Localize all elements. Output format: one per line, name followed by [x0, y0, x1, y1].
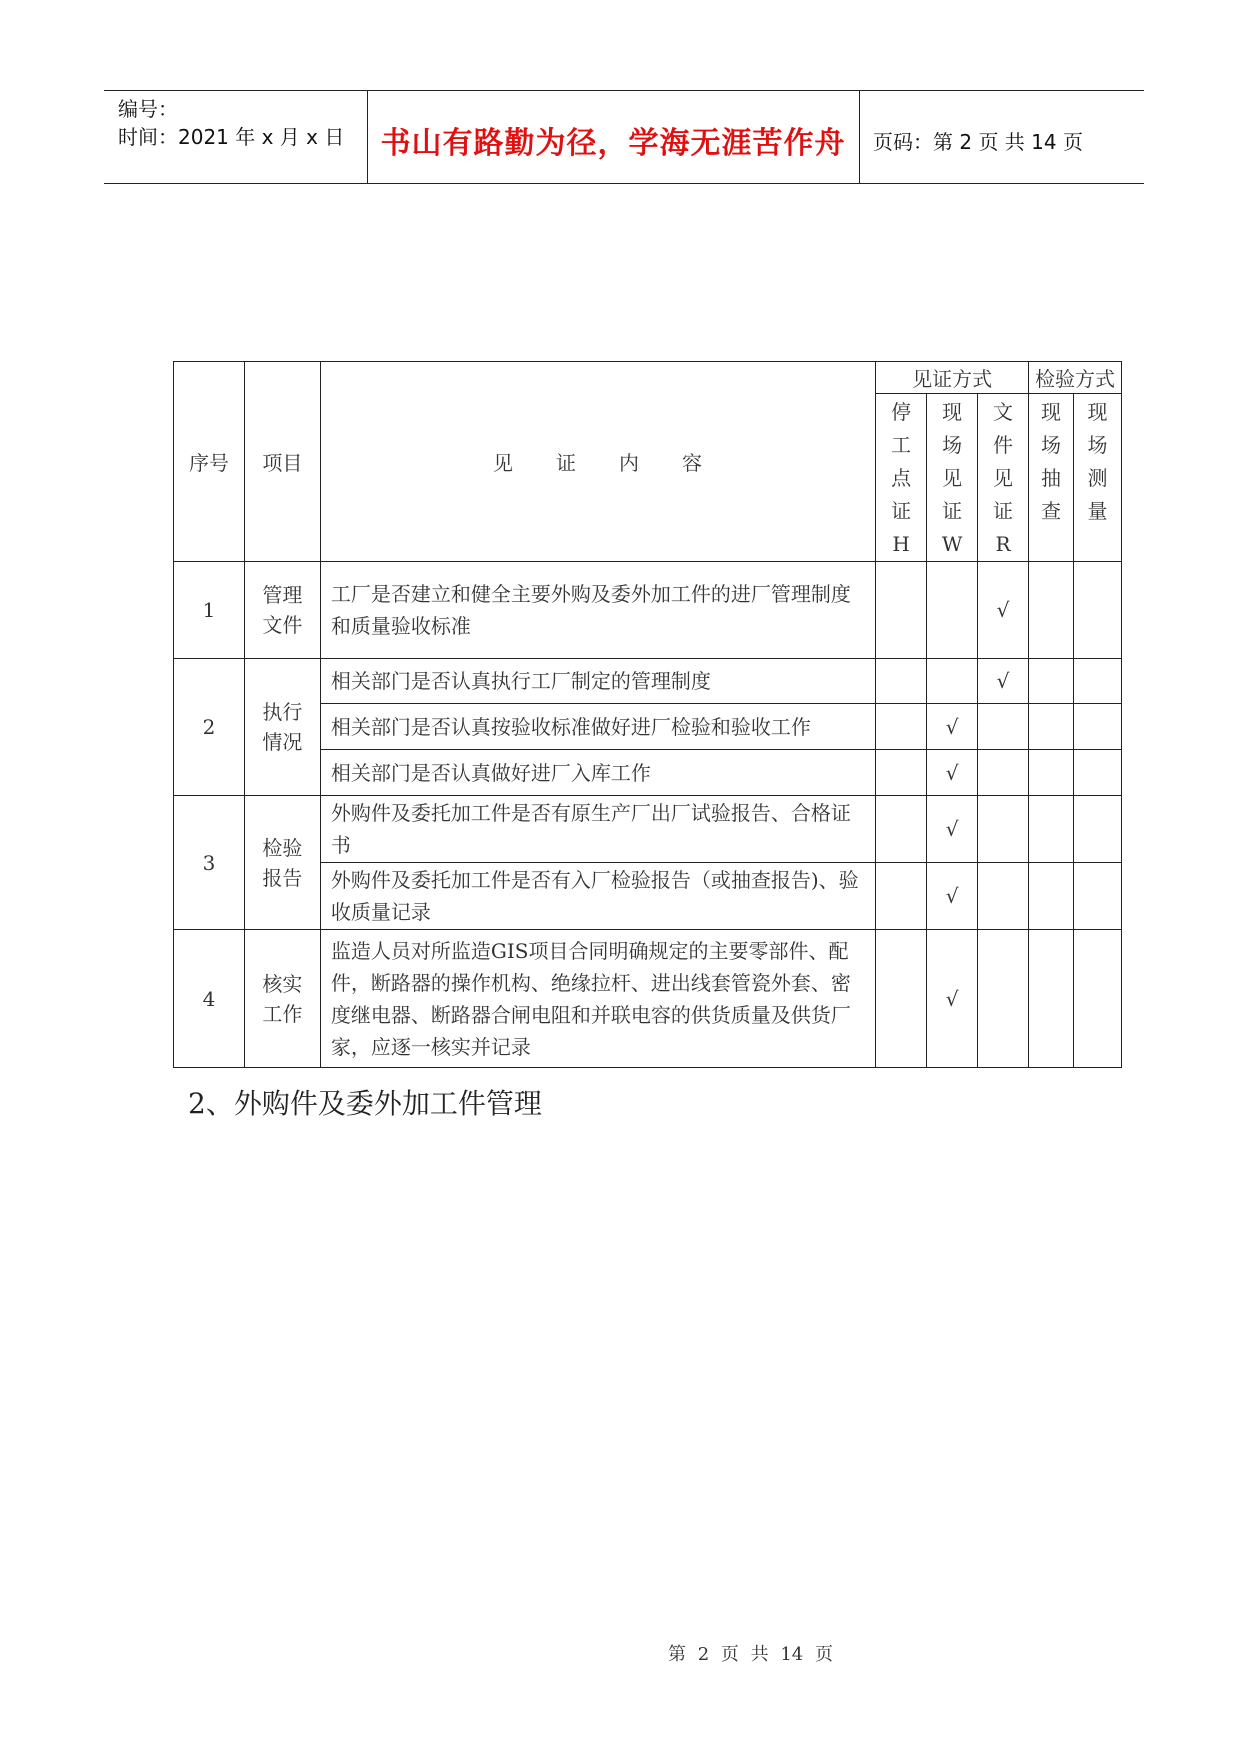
- cell-measure: [1073, 750, 1121, 796]
- row-content: 工厂是否建立和健全主要外购及委外加工件的进厂管理制度和质量验收标准: [320, 562, 875, 659]
- row-content: 监造人员对所监造GIS项目合同明确规定的主要零部件、配件，断路器的操作机构、绝缘拉杆、进出线套管瓷外套、密度继电器、断路器合闸电阻和并联电容的供货质量及供货厂家，应逐一核实并记录: [320, 930, 875, 1068]
- cell-r: [978, 796, 1029, 863]
- cell-r: [978, 930, 1029, 1068]
- document-code-label: 编号：: [118, 97, 178, 121]
- row-content: 相关部门是否认真执行工厂制定的管理制度: [320, 659, 875, 704]
- header-rule-top: [104, 90, 1144, 91]
- document-date-label: 时间：2021 年 x 月 x 日: [118, 125, 345, 149]
- header-rule-bottom: [104, 183, 1144, 184]
- cell-r: √: [978, 562, 1029, 659]
- page-footer: 第 2 页 共 14 页: [668, 1644, 833, 1665]
- header-r-col: 文 件 见 证 R: [978, 394, 1029, 562]
- cell-w: √: [927, 796, 978, 863]
- table-row: [174, 562, 1122, 659]
- cell-h: [876, 704, 927, 750]
- table-header-row: [174, 362, 1122, 394]
- cell-measure: [1073, 796, 1121, 863]
- header-motto: 书山有路勤为径，学海无涯苦作舟: [380, 126, 846, 161]
- cell-spot: [1029, 796, 1074, 863]
- cell-r: √: [978, 659, 1029, 704]
- cell-r: [978, 704, 1029, 750]
- row-content: 相关部门是否认真做好进厂入库工作: [320, 750, 875, 796]
- table-row: [174, 930, 1122, 1068]
- header-divider-right: [859, 90, 860, 183]
- row-content: 相关部门是否认真按验收标准做好进厂检验和验收工作: [320, 704, 875, 750]
- cell-h: [876, 562, 927, 659]
- cell-h: [876, 796, 927, 863]
- row-item: 核实工作: [244, 930, 320, 1068]
- table-row: [174, 659, 1122, 704]
- row-content: 外购件及委托加工件是否有原生产厂出厂试验报告、合格证书: [320, 796, 875, 863]
- cell-w: √: [927, 704, 978, 750]
- cell-h: [876, 659, 927, 704]
- cell-w: √: [927, 863, 978, 930]
- header-w-col: 现 场 见 证 W: [927, 394, 978, 562]
- cell-measure: [1073, 562, 1121, 659]
- cell-spot: [1029, 863, 1074, 930]
- cell-spot: [1029, 562, 1074, 659]
- cell-h: [876, 930, 927, 1068]
- cell-measure: [1073, 704, 1121, 750]
- header-content: 见 证 内 容: [320, 362, 875, 562]
- row-seq: 2: [174, 659, 245, 796]
- cell-h: [876, 863, 927, 930]
- cell-h: [876, 750, 927, 796]
- cell-measure: [1073, 930, 1121, 1068]
- cell-r: [978, 750, 1029, 796]
- cell-measure: [1073, 863, 1121, 930]
- cell-w: [927, 659, 978, 704]
- row-seq: 4: [174, 930, 245, 1068]
- header-item: 项目: [244, 362, 320, 562]
- row-item: 检验报告: [244, 796, 320, 930]
- header-seq: 序号: [174, 362, 245, 562]
- cell-r: [978, 863, 1029, 930]
- header-witness-group: 见证方式: [876, 362, 1029, 394]
- table-row: [174, 796, 1122, 863]
- header-spot-col: 现 场 抽 查: [1029, 394, 1074, 562]
- cell-spot: [1029, 930, 1074, 1068]
- row-seq: 3: [174, 796, 245, 930]
- row-item: 执行情况: [244, 659, 320, 796]
- header-h-col: 停 工 点 证 H: [876, 394, 927, 562]
- witness-table: [173, 361, 1122, 1068]
- cell-w: √: [927, 750, 978, 796]
- cell-w: [927, 562, 978, 659]
- section-title: 2、外购件及委外加工件管理: [188, 1087, 542, 1120]
- cell-spot: [1029, 750, 1074, 796]
- cell-spot: [1029, 659, 1074, 704]
- header-page-label: 页码：第 2 页 共 14 页: [873, 130, 1083, 154]
- header-measure-col: 现 场 测 量: [1073, 394, 1121, 562]
- cell-spot: [1029, 704, 1074, 750]
- cell-w: √: [927, 930, 978, 1068]
- row-content: 外购件及委托加工件是否有入厂检验报告（或抽查报告)、验收质量记录: [320, 863, 875, 930]
- row-seq: 1: [174, 562, 245, 659]
- row-item: 管理文件: [244, 562, 320, 659]
- header-inspect-group: 检验方式: [1029, 362, 1122, 394]
- cell-measure: [1073, 659, 1121, 704]
